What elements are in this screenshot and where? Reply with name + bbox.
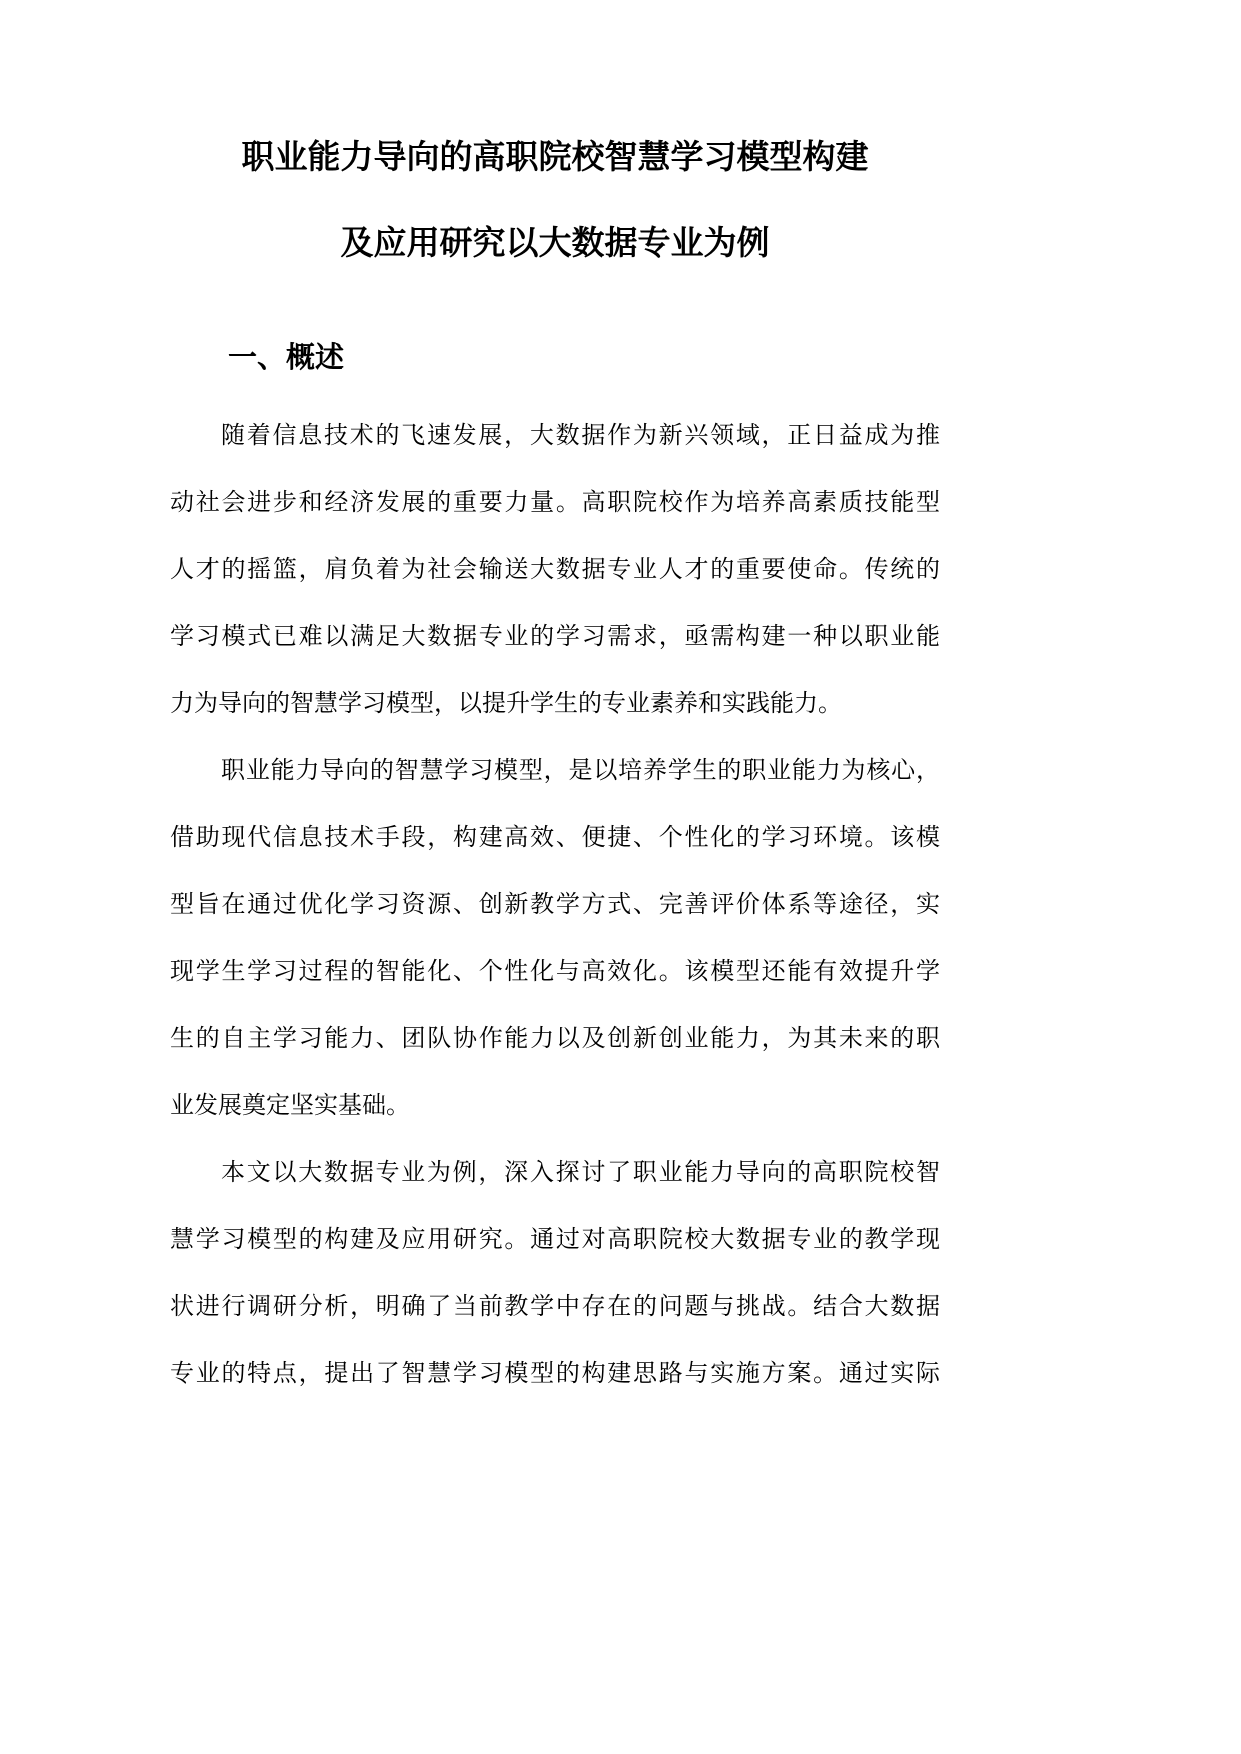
title-line: 及应用研究以大数据专业为例 <box>340 223 770 262</box>
paragraph-line: 力为导向的智慧学习模型，以提升学生的专业素养和实践能力。 <box>170 689 842 717</box>
paragraph-line: 专业的特点，提出了智慧学习模型的构建思路与实施方案。通过实际 <box>170 1359 940 1387</box>
body-text <box>170 402 940 1407</box>
paragraph-line: 本文以大数据专业为例，深入探讨了职业能力导向的高职院校智 <box>221 1158 940 1186</box>
paragraph-line: 动社会进步和经济发展的重要力量。高职院校作为培养高素质技能型 <box>170 488 940 516</box>
document-title <box>170 114 940 286</box>
paragraph-line: 型旨在通过优化学习资源、创新教学方式、完善评价体系等途径，实 <box>170 890 940 918</box>
paragraph <box>170 1139 940 1407</box>
paragraph-line: 现学生学习过程的智能化、个性化与高效化。该模型还能有效提升学 <box>170 957 940 985</box>
section-heading: 一、概述 <box>228 340 345 374</box>
paragraph <box>170 402 940 737</box>
paragraph-line: 借助现代信息技术手段，构建高效、便捷、个性化的学习环境。该模 <box>170 823 940 851</box>
paragraph-line: 慧学习模型的构建及应用研究。通过对高职院校大数据专业的教学现 <box>170 1225 940 1253</box>
paragraph-line: 人才的摇篮，肩负着为社会输送大数据专业人才的重要使命。传统的 <box>170 555 940 583</box>
title-line: 职业能力导向的高职院校智慧学习模型构建 <box>241 137 869 176</box>
paragraph-line: 学习模式已难以满足大数据专业的学习需求，亟需构建一种以职业能 <box>170 622 940 650</box>
paragraph-line: 生的自主学习能力、团队协作能力以及创新创业能力，为其未来的职 <box>170 1024 940 1052</box>
paragraph <box>170 737 940 1139</box>
paragraph-line: 随着信息技术的飞速发展，大数据作为新兴领域，正日益成为推 <box>221 421 940 449</box>
paragraph-line: 职业能力导向的智慧学习模型，是以培养学生的职业能力为核心， <box>221 756 940 784</box>
paragraph-line: 状进行调研分析，明确了当前教学中存在的问题与挑战。结合大数据 <box>170 1292 940 1320</box>
paragraph-line: 业发展奠定坚实基础。 <box>170 1091 410 1119</box>
